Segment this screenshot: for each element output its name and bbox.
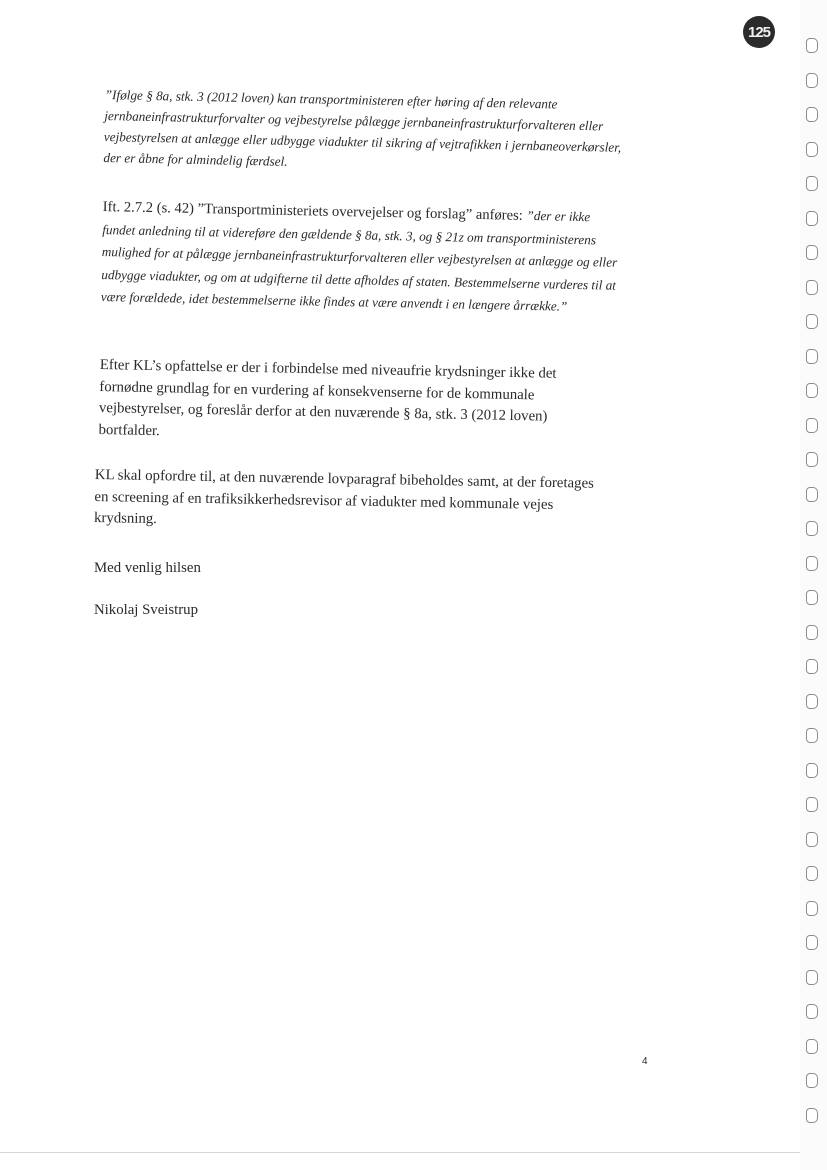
ministry-considerations-paragraph <box>101 196 623 319</box>
binding-ring <box>806 901 818 916</box>
stamp-number: 125 <box>747 23 771 41</box>
binding-ring <box>806 728 818 743</box>
binding-ring <box>806 1004 818 1019</box>
binding-ring <box>806 866 818 881</box>
binding-ring <box>806 349 818 364</box>
page-bottom-edge <box>0 1152 800 1153</box>
binding-ring <box>806 452 818 467</box>
binding-ring <box>806 38 818 53</box>
binding-ring <box>806 694 818 709</box>
binding-ring <box>806 659 818 674</box>
paragraph-quote: ”der er ikke fundet anledning til at videreføre den gældende § 8a, stk. 3, og § 21z om transportministerens mulighed for at pålægge jernbaneinfrastrukturforvalteren eller vejbestyrelsen at anlægge og eller udbygge viadukter, og om at udgifterne til dette afholdes af staten. Bestemmelserne vurderes til at være forældede, idet bestemmelserne ikke findes at være anvendt i en længere årrække.” <box>100 207 618 314</box>
binding-ring <box>806 107 818 122</box>
kl-recommendation-paragraph: KL skal opfordre til, at den nuværende lovparagraf bibeholdes samt, at der foretages en screening af en trafiksikkerhedsrevisor af viadukter med kommunale vejes krydsning. <box>93 466 594 528</box>
binding-ring <box>806 935 818 950</box>
binding-ring <box>806 280 818 295</box>
binding-ring <box>806 763 818 778</box>
binding-ring <box>806 590 818 605</box>
binding-ring <box>806 521 818 536</box>
binding-ring <box>806 1039 818 1054</box>
binding-ring <box>806 383 818 398</box>
page-stamp <box>743 16 775 48</box>
binding-ring <box>806 1073 818 1088</box>
page-number: 4 <box>642 1056 648 1067</box>
binding-ring <box>806 142 818 157</box>
binding-ring <box>806 556 818 571</box>
binding-ring <box>806 73 818 88</box>
binding-ring <box>806 625 818 640</box>
binding-ring <box>806 211 818 226</box>
binding-ring <box>806 314 818 329</box>
quoted-law-paragraph: ”Ifølge § 8a, stk. 3 (2012 loven) kan transportministeren efter høring af den relevante jernbaneinfrastrukturforvalter og vejbestyrelse pålægge jernbaneinfrastrukturforvalteren eller vejbestyrelsen at anlægge eller udbygge viadukter til sikring af vejtrafikken i jernbaneoverkørsler, der er åbne for almindelig færdsel. <box>103 86 622 169</box>
binding-ring <box>806 832 818 847</box>
binding-ring <box>806 1108 818 1123</box>
binding-ring <box>806 176 818 191</box>
paragraph-lead: Ift. 2.7.2 (s. 42) ”Transportministeriets overvejelser og forslag” anføres: <box>102 198 527 224</box>
binding-ring <box>806 797 818 812</box>
binding-ring <box>806 487 818 502</box>
binding-ring <box>806 970 818 985</box>
kl-opinion-paragraph: Efter KL’s opfattelse er der i forbindelse med niveaufrie krydsninger ikke det fornødne grundlag for en vurdering af konsekvenserne for de kommunale vejbestyrelser, og foreslår derfor at den nuværende § 8a, stk. 3 (2012 loven) bortfalder. <box>98 356 557 439</box>
binding-ring <box>806 245 818 260</box>
signature-name: Nikolaj Sveistrup <box>94 602 198 618</box>
closing-greeting: Med venlig hilsen <box>94 560 201 576</box>
binding-ring <box>806 418 818 433</box>
